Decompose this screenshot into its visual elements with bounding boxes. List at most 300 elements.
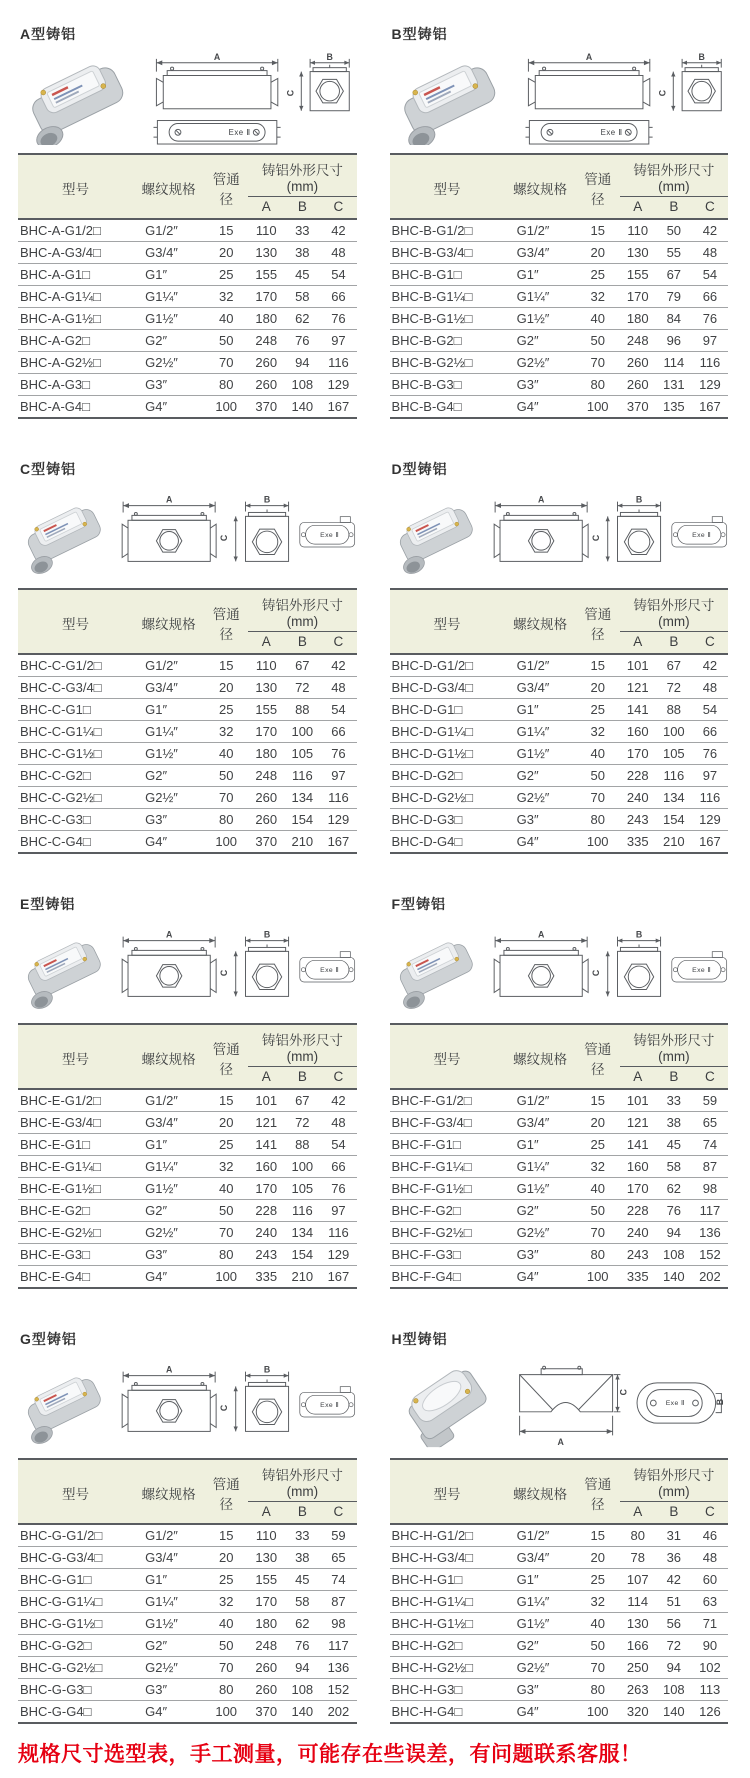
- product-images: [18, 1357, 357, 1450]
- table-cell: 65: [692, 1112, 728, 1134]
- table-cell: 154: [284, 809, 320, 831]
- dim-c-label: C: [656, 89, 667, 97]
- table-cell: G4″: [516, 834, 539, 849]
- table-cell: G1½″: [505, 1613, 576, 1635]
- product-images: [390, 487, 729, 580]
- table-cell: 100: [586, 1704, 609, 1719]
- table-body: [18, 1524, 357, 1723]
- table-cell: G4″: [516, 1269, 539, 1284]
- table-cell: BHC-H-G2□: [390, 1635, 505, 1657]
- product-photo: [18, 502, 107, 577]
- table-cell: BHC-H-G3□: [390, 1679, 505, 1701]
- table-cell: 248: [620, 330, 656, 352]
- table-cell: 70: [576, 787, 620, 809]
- product-diagram: [18, 922, 357, 1015]
- table-cell: 335: [626, 834, 649, 849]
- table-cell: BHC-C-G3/4□: [18, 677, 133, 699]
- table-cell: G1½″: [505, 1178, 576, 1200]
- table-cell: 134: [284, 1222, 320, 1244]
- column-header-c: C: [320, 632, 356, 655]
- product-photo: [390, 502, 479, 577]
- column-header-bore: 管通径: [204, 589, 248, 654]
- table-cell: 58: [284, 286, 320, 308]
- section-title: D型铸铝: [391, 461, 448, 477]
- table-body: [18, 1089, 357, 1288]
- footer-notice: 规格尺寸选型表，手工测量，可能存在些误差，有问题联系客服！: [18, 1743, 642, 1766]
- table-cell: 202: [327, 1704, 350, 1719]
- dim-a-label: A: [537, 494, 544, 505]
- table-cell: 108: [284, 1679, 320, 1701]
- section-title: A型铸铝: [20, 26, 77, 42]
- table-row: [390, 1635, 729, 1657]
- table-cell: 78: [620, 1547, 656, 1569]
- section-title: C型铸铝: [20, 461, 77, 477]
- table-cell: 141: [620, 699, 656, 721]
- table-cell: BHC-A-G1□: [18, 264, 133, 286]
- table-row: [18, 765, 357, 787]
- product-diagram: [390, 1357, 729, 1450]
- table-cell: 129: [692, 809, 728, 831]
- table-cell: 48: [692, 242, 728, 264]
- table-cell: BHC-G-G3/4□: [18, 1547, 133, 1569]
- table-cell: 72: [656, 677, 692, 699]
- table-cell: 72: [284, 677, 320, 699]
- table-cell: 160: [248, 1156, 284, 1178]
- table-cell: 170: [248, 286, 284, 308]
- table-cell: 100: [586, 1269, 609, 1284]
- side-view-drawing: [605, 937, 660, 997]
- table-cell: 51: [656, 1591, 692, 1613]
- table-cell: BHC-C-G1/2□: [18, 654, 133, 677]
- section-g-cast-aluminum: [18, 1329, 357, 1724]
- table-cell: G4″: [145, 834, 168, 849]
- table-cell: 70: [204, 1657, 248, 1679]
- table-cell: 80: [204, 374, 248, 396]
- table-cell: 117: [320, 1635, 356, 1657]
- table-cell: 32: [204, 721, 248, 743]
- table-cell: 84: [656, 308, 692, 330]
- table-cell: G3″: [505, 374, 576, 396]
- table-cell: 62: [284, 1613, 320, 1635]
- table-cell: 130: [620, 242, 656, 264]
- table-cell: 32: [204, 1156, 248, 1178]
- table-cell: 20: [204, 242, 248, 264]
- table-cell: BHC-E-G2½□: [18, 1222, 133, 1244]
- table-cell: 25: [576, 1569, 620, 1591]
- table-cell: 70: [576, 352, 620, 374]
- table-cell: 79: [656, 286, 692, 308]
- table-cell: 55: [656, 242, 692, 264]
- table-cell: 56: [656, 1613, 692, 1635]
- table-cell: 108: [656, 1679, 692, 1701]
- column-header-model: 型号: [18, 1459, 133, 1524]
- table-cell: BHC-A-G2□: [18, 330, 133, 352]
- exe-marking-label: Exe Ⅱ: [691, 531, 711, 539]
- column-header-dims: 铸铝外形尺寸(mm): [248, 589, 356, 632]
- table-cell: 107: [620, 1569, 656, 1591]
- table-cell: BHC-A-G1½□: [18, 308, 133, 330]
- dim-a-label: A: [585, 52, 592, 62]
- table-cell: 32: [204, 1591, 248, 1613]
- column-header-a: A: [248, 632, 284, 655]
- table-row: [390, 242, 729, 264]
- table-cell: 100: [586, 399, 609, 414]
- table-cell: G1¼″: [133, 286, 204, 308]
- table-cell: 63: [692, 1591, 728, 1613]
- table-cell: 117: [692, 1200, 728, 1222]
- table-body: [18, 219, 357, 418]
- table-cell: BHC-E-G1/2□: [18, 1089, 133, 1112]
- table-cell: 180: [620, 308, 656, 330]
- product-diagram: [18, 1357, 357, 1450]
- section-a-cast-aluminum: [18, 24, 357, 419]
- table-row: [390, 743, 729, 765]
- table-cell: BHC-H-G1/2□: [390, 1524, 505, 1547]
- table-cell: 370: [255, 1704, 278, 1719]
- table-cell: 88: [284, 1134, 320, 1156]
- table-header: [18, 1459, 357, 1524]
- table-cell: 243: [620, 809, 656, 831]
- table-cell: G4″: [145, 1704, 168, 1719]
- exe-marking-label: Exe Ⅱ: [320, 531, 340, 539]
- table-cell: BHC-B-G1¼□: [390, 286, 505, 308]
- column-header-b: B: [284, 632, 320, 655]
- product-images: [18, 52, 357, 145]
- table-cell: 170: [248, 1178, 284, 1200]
- product-photo: [390, 58, 504, 145]
- table-cell: BHC-D-G3□: [390, 809, 505, 831]
- dim-a-label: A: [557, 1437, 564, 1448]
- table-row: [18, 677, 357, 699]
- table-cell: 71: [692, 1613, 728, 1635]
- table-cell: BHC-C-G1¼□: [18, 721, 133, 743]
- dim-c-label: C: [617, 1389, 628, 1396]
- side-view-drawing: [671, 59, 721, 111]
- table-cell: 25: [576, 1134, 620, 1156]
- table-row: [390, 1244, 729, 1266]
- table-row: [18, 1178, 357, 1200]
- table-row: [390, 374, 729, 396]
- front-view-drawing: [122, 1372, 216, 1432]
- table-cell: 36: [656, 1547, 692, 1569]
- table-row: [390, 1112, 729, 1134]
- table-row: [390, 219, 729, 242]
- table-row: [390, 654, 729, 677]
- table-cell: BHC-F-G1/2□: [390, 1089, 505, 1112]
- table-cell: 101: [248, 1089, 284, 1112]
- table-row: [390, 1222, 729, 1244]
- column-header-c: C: [320, 197, 356, 220]
- column-header-dims: 铸铝外形尺寸(mm): [620, 1024, 728, 1067]
- table-cell: 98: [692, 1178, 728, 1200]
- table-cell: G1″: [505, 264, 576, 286]
- table-cell: 45: [656, 1134, 692, 1156]
- table-cell: 141: [620, 1134, 656, 1156]
- column-header-b: B: [284, 197, 320, 220]
- table-cell: 25: [204, 699, 248, 721]
- table-cell: 102: [692, 1657, 728, 1679]
- table-cell: 50: [204, 1200, 248, 1222]
- table-cell: 100: [284, 721, 320, 743]
- table-cell: BHC-B-G2□: [390, 330, 505, 352]
- table-cell: 97: [692, 765, 728, 787]
- table-row: [18, 1547, 357, 1569]
- table-cell: G2″: [133, 1635, 204, 1657]
- table-cell: G3″: [133, 1244, 204, 1266]
- table-row: [18, 699, 357, 721]
- table-cell: 50: [204, 765, 248, 787]
- section-h-cast-aluminum: [390, 1329, 729, 1724]
- table-cell: BHC-F-G3/4□: [390, 1112, 505, 1134]
- product-photo: [390, 937, 479, 1012]
- table-cell: 96: [656, 330, 692, 352]
- table-cell: G1¼″: [505, 1156, 576, 1178]
- table-cell: BHC-E-G4□: [20, 1269, 90, 1284]
- table-cell: 370: [255, 834, 278, 849]
- table-header: [390, 1024, 729, 1089]
- table-row: [18, 721, 357, 743]
- table-row: [18, 219, 357, 242]
- table-cell: 40: [576, 743, 620, 765]
- table-cell: 116: [692, 787, 728, 809]
- table-cell: 335: [626, 1269, 649, 1284]
- table-cell: 167: [327, 1269, 350, 1284]
- table-cell: 250: [620, 1657, 656, 1679]
- table-cell: 80: [204, 1679, 248, 1701]
- table-cell: BHC-H-G1□: [390, 1569, 505, 1591]
- table-cell: 140: [662, 1269, 685, 1284]
- table-cell: 170: [620, 286, 656, 308]
- table-cell: 116: [656, 765, 692, 787]
- table-cell: 45: [284, 1569, 320, 1591]
- table-cell: 90: [692, 1635, 728, 1657]
- table-cell: 38: [284, 1547, 320, 1569]
- table-cell: G1½″: [133, 1613, 204, 1635]
- table-row: [18, 1613, 357, 1635]
- table-cell: 20: [576, 677, 620, 699]
- column-header-thread: 螺纹规格: [133, 154, 204, 219]
- table-cell: 67: [656, 264, 692, 286]
- column-header-model: 型号: [390, 1024, 505, 1089]
- dim-c-label: C: [285, 89, 296, 97]
- side-view-drawing: [234, 1372, 289, 1432]
- table-body: [18, 654, 357, 853]
- section-title: H型铸铝: [391, 1331, 448, 1347]
- table-header: [390, 589, 729, 654]
- table-row: [18, 1222, 357, 1244]
- table-cell: BHC-A-G1¼□: [18, 286, 133, 308]
- table-cell: 260: [248, 374, 284, 396]
- table-cell: 76: [692, 308, 728, 330]
- product-images: [390, 1357, 729, 1450]
- table-cell: 110: [248, 654, 284, 677]
- table-cell: 80: [576, 1244, 620, 1266]
- table-cell: 94: [284, 352, 320, 374]
- table-cell: 94: [656, 1222, 692, 1244]
- table-cell: BHC-D-G2□: [390, 765, 505, 787]
- table-cell: BHC-H-G3/4□: [390, 1547, 505, 1569]
- table-cell: G3″: [133, 809, 204, 831]
- table-cell: 152: [320, 1679, 356, 1701]
- table-cell: 15: [204, 219, 248, 242]
- table-cell: 100: [215, 399, 238, 414]
- table-cell: 15: [204, 654, 248, 677]
- product-diagram: [18, 52, 357, 145]
- table-row: [390, 809, 729, 831]
- table-cell: 58: [656, 1156, 692, 1178]
- table-cell: 110: [620, 219, 656, 242]
- table-cell: 240: [248, 1222, 284, 1244]
- table-row: [18, 809, 357, 831]
- table-cell: BHC-E-G1□: [18, 1134, 133, 1156]
- table-cell: G3″: [133, 1679, 204, 1701]
- table-body: [390, 654, 729, 853]
- product-diagram: [390, 922, 729, 1015]
- table-row: [18, 374, 357, 396]
- product-diagram: [390, 487, 729, 580]
- spec-table: [18, 153, 357, 419]
- table-row: [18, 1134, 357, 1156]
- dim-b-label: B: [263, 1364, 271, 1375]
- table-cell: BHC-A-G3□: [18, 374, 133, 396]
- table-cell: 33: [656, 1089, 692, 1112]
- table-row: [390, 1524, 729, 1547]
- section-d-cast-aluminum: [390, 459, 729, 854]
- table-body: [390, 1089, 729, 1288]
- table-row: [18, 1679, 357, 1701]
- table-cell: 260: [248, 809, 284, 831]
- table-cell: 42: [320, 654, 356, 677]
- table-cell: 76: [320, 1178, 356, 1200]
- table-cell: G1¼″: [133, 721, 204, 743]
- table-row: [390, 330, 729, 352]
- table-cell: 170: [620, 1178, 656, 1200]
- table-cell: 116: [320, 1222, 356, 1244]
- table-cell: G3″: [133, 374, 204, 396]
- table-cell: BHC-F-G1¼□: [390, 1156, 505, 1178]
- table-cell: G2″: [133, 765, 204, 787]
- table-cell: 260: [248, 1657, 284, 1679]
- table-cell: BHC-C-G4□: [20, 834, 91, 849]
- column-header-bore: 管通径: [576, 589, 620, 654]
- table-row: [390, 1156, 729, 1178]
- table-cell: 129: [692, 374, 728, 396]
- table-cell: BHC-E-G3□: [18, 1244, 133, 1266]
- column-header-c: C: [692, 197, 728, 220]
- table-cell: 42: [692, 219, 728, 242]
- table-row: [18, 1112, 357, 1134]
- table-cell: 370: [255, 399, 278, 414]
- table-cell: 166: [620, 1635, 656, 1657]
- table-row: [18, 787, 357, 809]
- table-row: [390, 1613, 729, 1635]
- spec-table: [390, 1023, 729, 1289]
- table-row: [390, 1569, 729, 1591]
- table-cell: 240: [620, 787, 656, 809]
- table-cell: 40: [204, 308, 248, 330]
- table-cell: G2″: [505, 1200, 576, 1222]
- table-cell: 98: [320, 1613, 356, 1635]
- table-cell: 72: [284, 1112, 320, 1134]
- table-cell: 67: [284, 654, 320, 677]
- table-cell: 210: [662, 834, 685, 849]
- column-header-thread: 螺纹规格: [133, 1024, 204, 1089]
- table-header: [390, 154, 729, 219]
- table-row: [18, 308, 357, 330]
- table-cell: 116: [284, 765, 320, 787]
- table-cell: G2″: [133, 330, 204, 352]
- dim-c-label: C: [218, 969, 229, 977]
- table-cell: 228: [248, 1200, 284, 1222]
- side-view-drawing: [234, 502, 289, 562]
- table-cell: 70: [576, 1222, 620, 1244]
- table-cell: 59: [320, 1524, 356, 1547]
- table-cell: BHC-F-G1□: [390, 1134, 505, 1156]
- column-header-bore: 管通径: [576, 1024, 620, 1089]
- table-cell: 100: [215, 1704, 238, 1719]
- table-cell: 40: [576, 1613, 620, 1635]
- table-cell: 116: [320, 787, 356, 809]
- table-cell: 260: [620, 352, 656, 374]
- front-view-drawing: [519, 1366, 620, 1435]
- table-cell: 180: [248, 1613, 284, 1635]
- table-header: [18, 589, 357, 654]
- table-cell: 40: [576, 1178, 620, 1200]
- table-row: [390, 286, 729, 308]
- table-cell: 108: [284, 374, 320, 396]
- table-cell: 50: [656, 219, 692, 242]
- table-cell: BHC-D-G1/2□: [390, 654, 505, 677]
- table-row: [390, 831, 729, 854]
- product-photo: [400, 1364, 495, 1450]
- table-cell: 48: [692, 677, 728, 699]
- table-cell: BHC-B-G4□: [391, 399, 462, 414]
- column-header-dims: 铸铝外形尺寸(mm): [620, 1459, 728, 1502]
- table-row: [18, 1200, 357, 1222]
- table-cell: 141: [248, 1134, 284, 1156]
- table-cell: BHC-A-G4□: [20, 399, 90, 414]
- column-header-thread: 螺纹规格: [505, 154, 576, 219]
- table-cell: 100: [586, 834, 609, 849]
- table-cell: 66: [320, 286, 356, 308]
- table-cell: G3″: [505, 809, 576, 831]
- table-cell: 42: [656, 1569, 692, 1591]
- table-cell: 105: [284, 743, 320, 765]
- exe-marking-label: Exe Ⅱ: [600, 128, 623, 138]
- column-header-a: A: [620, 632, 656, 655]
- table-cell: 228: [620, 765, 656, 787]
- section-f-cast-aluminum: [390, 894, 729, 1289]
- section-title: G型铸铝: [20, 1331, 77, 1347]
- table-cell: 140: [291, 399, 314, 414]
- table-cell: 105: [656, 743, 692, 765]
- table-cell: 25: [204, 1134, 248, 1156]
- table-cell: 167: [327, 834, 350, 849]
- product-images: [18, 922, 357, 1015]
- front-view-drawing: [494, 502, 588, 562]
- table-row: [18, 242, 357, 264]
- table-row: [18, 264, 357, 286]
- table-cell: G3/4″: [133, 677, 204, 699]
- table-cell: 20: [204, 677, 248, 699]
- table-cell: 100: [215, 834, 238, 849]
- dim-c-label: C: [590, 969, 601, 977]
- column-header-b: B: [656, 632, 692, 655]
- table-cell: 48: [692, 1547, 728, 1569]
- table-cell: 48: [320, 242, 356, 264]
- table-cell: G2½″: [133, 1222, 204, 1244]
- table-cell: 60: [692, 1569, 728, 1591]
